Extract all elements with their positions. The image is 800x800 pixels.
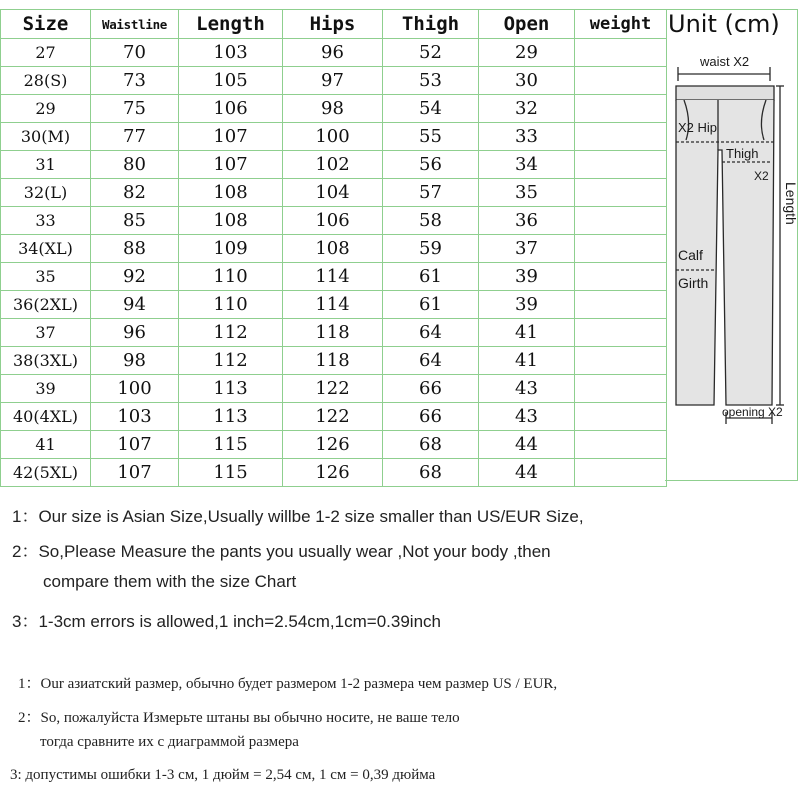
cell-length: 112 <box>179 319 283 347</box>
cell-hips: 122 <box>283 375 383 403</box>
cell-open: 33 <box>479 123 575 151</box>
cell-weight <box>575 291 667 319</box>
cell-hips: 104 <box>283 179 383 207</box>
cell-hips: 114 <box>283 263 383 291</box>
cell-size: 41 <box>1 431 91 459</box>
cell-length: 109 <box>179 235 283 263</box>
table-row <box>1 291 667 319</box>
cell-weight <box>575 123 667 151</box>
cell-weight <box>575 207 667 235</box>
cell-weight <box>575 459 667 487</box>
calf-label: Calf <box>678 247 703 263</box>
cell-size: 30(M) <box>1 123 91 151</box>
cell-waistline: 92 <box>91 263 179 291</box>
length-label: Length <box>783 182 799 225</box>
waist-label: waist X2 <box>700 54 750 69</box>
size-chart-table <box>0 9 667 487</box>
cell-open: 35 <box>479 179 575 207</box>
cell-size: 33 <box>1 207 91 235</box>
cell-thigh: 54 <box>383 95 479 123</box>
cell-waistline: 82 <box>91 179 179 207</box>
cell-thigh: 57 <box>383 179 479 207</box>
cell-thigh: 61 <box>383 263 479 291</box>
cell-hips: 97 <box>283 67 383 95</box>
cell-hips: 118 <box>283 319 383 347</box>
cell-length: 110 <box>179 291 283 319</box>
cell-size: 29 <box>1 95 91 123</box>
unit-label: Unit (cm) <box>668 10 780 38</box>
cell-size: 42(5XL) <box>1 459 91 487</box>
cell-size: 31 <box>1 151 91 179</box>
cell-thigh: 52 <box>383 39 479 67</box>
note-en-1: 1：Our size is Asian Size,Usually willbe 1-2 size smaller than US/EUR Size, <box>12 507 584 526</box>
cell-waistline: 75 <box>91 95 179 123</box>
cell-thigh: 58 <box>383 207 479 235</box>
cell-weight <box>575 179 667 207</box>
cell-thigh: 56 <box>383 151 479 179</box>
cell-open: 32 <box>479 95 575 123</box>
cell-thigh: 68 <box>383 431 479 459</box>
cell-waistline: 77 <box>91 123 179 151</box>
cell-open: 43 <box>479 403 575 431</box>
cell-hips: 98 <box>283 95 383 123</box>
girth-label: Girth <box>678 275 709 291</box>
cell-open: 29 <box>479 39 575 67</box>
cell-thigh: 64 <box>383 347 479 375</box>
cell-hips: 122 <box>283 403 383 431</box>
cell-weight <box>575 403 667 431</box>
cell-weight <box>575 431 667 459</box>
cell-waistline: 107 <box>91 431 179 459</box>
cell-waistline: 80 <box>91 151 179 179</box>
cell-weight <box>575 235 667 263</box>
cell-weight <box>575 263 667 291</box>
cell-size: 38(3XL) <box>1 347 91 375</box>
note-ru-2: 2：So, пожалуйста Измерьте штаны вы обычно носите, не ваше тело <box>18 710 460 726</box>
cell-hips: 118 <box>283 347 383 375</box>
header-thigh: Thigh <box>383 10 479 39</box>
cell-open: 44 <box>479 459 575 487</box>
cell-open: 41 <box>479 347 575 375</box>
header-open: Open <box>479 10 575 39</box>
cell-open: 34 <box>479 151 575 179</box>
header-weight: weight <box>575 10 667 39</box>
table-row <box>1 431 667 459</box>
waistband <box>676 86 774 100</box>
cell-length: 110 <box>179 263 283 291</box>
cell-waistline: 85 <box>91 207 179 235</box>
cell-size: 28(S) <box>1 67 91 95</box>
note-ru-3: 3: допустимы ошибки 1-3 см, 1 дюйм = 2,54 см, 1 см = 0,39 дюйма <box>10 767 436 783</box>
opening-label: opening X2 <box>722 405 783 419</box>
cell-size: 34(XL) <box>1 235 91 263</box>
cell-thigh: 66 <box>383 403 479 431</box>
cell-length: 115 <box>179 459 283 487</box>
cell-weight <box>575 375 667 403</box>
cell-length: 115 <box>179 431 283 459</box>
cell-open: 41 <box>479 319 575 347</box>
cell-waistline: 103 <box>91 403 179 431</box>
cell-waistline: 96 <box>91 319 179 347</box>
cell-waistline: 100 <box>91 375 179 403</box>
cell-open: 39 <box>479 291 575 319</box>
note-en-2-cont: compare them with the size Chart <box>43 572 297 591</box>
cell-waistline: 88 <box>91 235 179 263</box>
cell-size: 35 <box>1 263 91 291</box>
cell-open: 30 <box>479 67 575 95</box>
cell-thigh: 68 <box>383 459 479 487</box>
cell-length: 105 <box>179 67 283 95</box>
table-row <box>1 67 667 95</box>
cell-length: 113 <box>179 403 283 431</box>
note-en-3: 3：1-3cm errors is allowed,1 inch=2.54cm,1cm=0.39inch <box>12 612 441 631</box>
cell-weight <box>575 347 667 375</box>
cell-weight <box>575 151 667 179</box>
table-row <box>1 263 667 291</box>
table-row <box>1 207 667 235</box>
cell-waistline: 107 <box>91 459 179 487</box>
hip-label: X2 Hip <box>678 120 718 135</box>
thigh-label: Thigh <box>726 146 759 161</box>
cell-hips: 126 <box>283 459 383 487</box>
header-waistline: Waistline <box>91 10 179 39</box>
thigh-x2-label: X2 <box>754 169 769 183</box>
cell-length: 112 <box>179 347 283 375</box>
cell-hips: 100 <box>283 123 383 151</box>
cell-weight <box>575 319 667 347</box>
cell-waistline: 70 <box>91 39 179 67</box>
table-row <box>1 459 667 487</box>
cell-waistline: 73 <box>91 67 179 95</box>
table-row <box>1 319 667 347</box>
cell-length: 107 <box>179 123 283 151</box>
pants-icon <box>666 50 799 430</box>
cell-length: 113 <box>179 375 283 403</box>
cell-size: 37 <box>1 319 91 347</box>
table-row <box>1 179 667 207</box>
cell-weight <box>575 67 667 95</box>
table-header-row <box>1 10 667 39</box>
cell-thigh: 64 <box>383 319 479 347</box>
cell-open: 43 <box>479 375 575 403</box>
header-length: Length <box>179 10 283 39</box>
cell-open: 39 <box>479 263 575 291</box>
cell-open: 37 <box>479 235 575 263</box>
note-en-2: 2：So,Please Measure the pants you usually wear ,Not your body ,then <box>12 542 551 561</box>
table-row <box>1 235 667 263</box>
cell-thigh: 61 <box>383 291 479 319</box>
cell-hips: 108 <box>283 235 383 263</box>
table-row <box>1 375 667 403</box>
table-row <box>1 95 667 123</box>
cell-waistline: 94 <box>91 291 179 319</box>
table-row <box>1 123 667 151</box>
cell-hips: 102 <box>283 151 383 179</box>
cell-hips: 96 <box>283 39 383 67</box>
note-ru-1: 1：Our азиатский размер, обычно будет размером 1-2 размера чем размер US / EUR, <box>18 676 558 692</box>
cell-size: 36(2XL) <box>1 291 91 319</box>
cell-size: 39 <box>1 375 91 403</box>
cell-hips: 106 <box>283 207 383 235</box>
table-row <box>1 347 667 375</box>
cell-open: 36 <box>479 207 575 235</box>
note-ru-2-cont: тогда сравните их с диаграммой размера <box>40 734 299 750</box>
header-hips: Hips <box>283 10 383 39</box>
cell-thigh: 59 <box>383 235 479 263</box>
cell-length: 108 <box>179 179 283 207</box>
cell-size: 27 <box>1 39 91 67</box>
table-row <box>1 403 667 431</box>
cell-length: 106 <box>179 95 283 123</box>
cell-length: 103 <box>179 39 283 67</box>
cell-thigh: 53 <box>383 67 479 95</box>
cell-length: 107 <box>179 151 283 179</box>
cell-hips: 114 <box>283 291 383 319</box>
header-size: Size <box>1 10 91 39</box>
cell-thigh: 55 <box>383 123 479 151</box>
cell-thigh: 66 <box>383 375 479 403</box>
table-row <box>1 39 667 67</box>
cell-hips: 126 <box>283 431 383 459</box>
table-row <box>1 151 667 179</box>
cell-weight <box>575 95 667 123</box>
cell-size: 40(4XL) <box>1 403 91 431</box>
cell-weight <box>575 39 667 67</box>
cell-size: 32(L) <box>1 179 91 207</box>
cell-open: 44 <box>479 431 575 459</box>
cell-length: 108 <box>179 207 283 235</box>
cell-waistline: 98 <box>91 347 179 375</box>
